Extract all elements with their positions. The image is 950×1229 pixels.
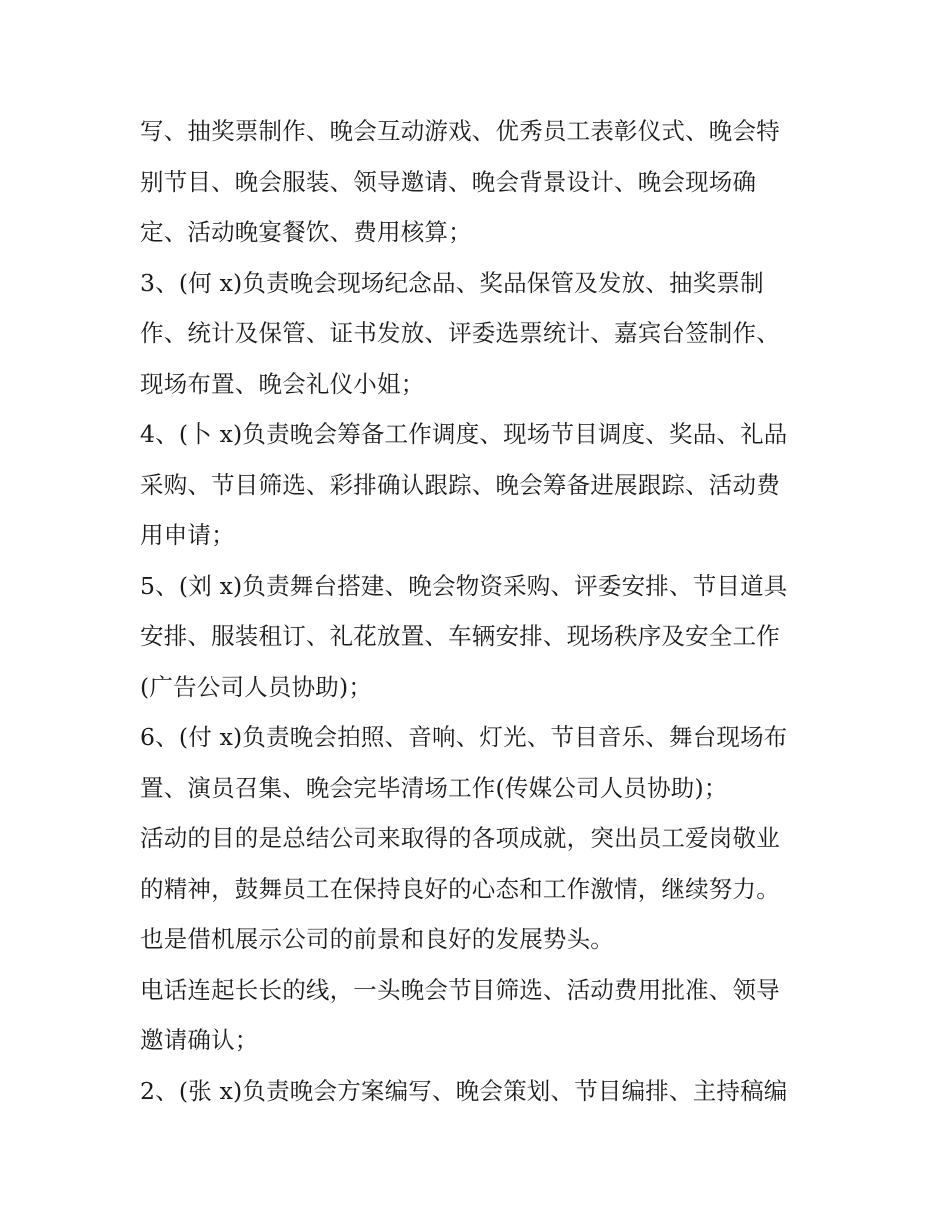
text-line: 6、(付 x)负责晚会拍照、音响、灯光、节目音乐、舞台现场布 [140,723,788,751]
document-body [140,106,820,1116]
text-line: 2、(张 x)负责晚会方案编写、晚会策划、节目编排、主持稿编 [140,1076,788,1105]
text-line: 活动的目的是总结公司来取得的各项成就，突出员工爱岗敬业 [140,824,780,852]
text-line: 3、(何 x)负责晚会现场纪念品、奖品保管及发放、抽奖票制 [140,268,764,297]
text-line: 4、(卜 x)负责晚会筹备工作调度、现场节目调度、奖品、礼品 [140,420,788,448]
text-line: 邀请确认； [140,1026,259,1054]
text-line: 电话连起长长的线，一头晚会节目筛选、活动费用批准、领导 [140,975,780,1004]
text-line: 作、统计及保管、证书发放、评委选票统计、嘉宾台签制作、 [140,319,780,347]
text-line: 置、演员召集、晚会完毕清场工作(传媒公司人员协助)； [140,773,728,802]
text-line: (广告公司人员协助)； [140,672,373,701]
text-line: 采购、节目筛选、彩排确认跟踪、晚会筹备进展跟踪、活动费 [140,470,780,499]
text-line: 写、抽奖票制作、晚会互动游戏、优秀员工表彰仪式、晚会特 [140,117,780,145]
text-line: 现场布置、晚会礼仪小姐； [140,369,425,398]
text-line: 也是借机展示公司的前景和良好的发展势头。 [140,925,614,953]
text-line: 别节目、晚会服装、领导邀请、晚会背景设计、晚会现场确 [140,167,757,196]
text-line: 5、(刘 x)负责舞台搭建、晚会物资采购、评委安排、节目道具 [140,571,788,600]
text-line: 定、活动晚宴餐饮、费用核算； [140,218,472,246]
text-line: 的精神，鼓舞员工在保持良好的心态和工作激情，继续努力。 [140,874,780,903]
text-line: 安排、服装租订、礼花放置、车辆安排、现场秩序及安全工作 [140,622,780,650]
text-line: 用申请； [140,521,235,549]
